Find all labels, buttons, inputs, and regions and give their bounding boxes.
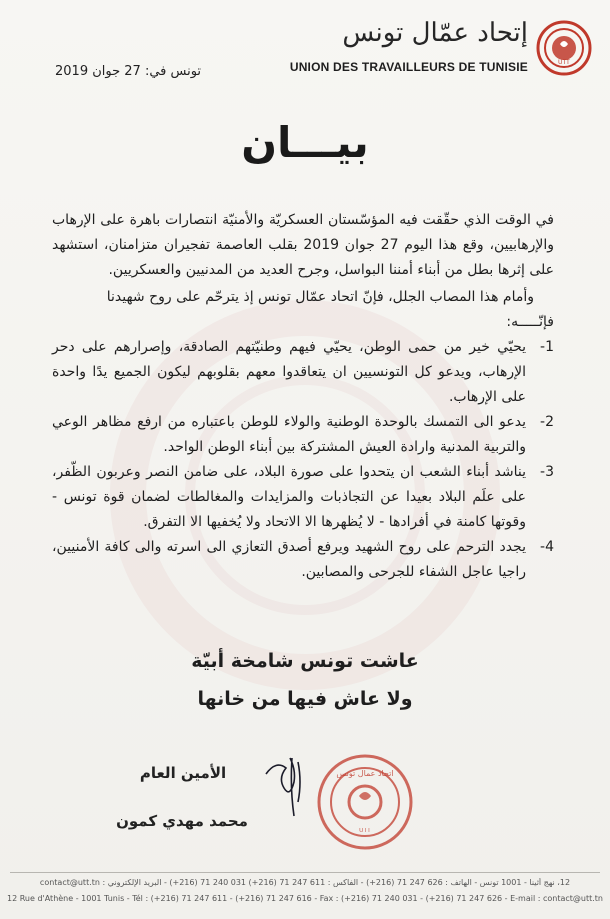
union-seal-logo — [536, 20, 592, 76]
signatory-title: الأمين العام — [139, 764, 227, 782]
signatory-name: محمد مهدي كمون — [116, 812, 248, 830]
item-text: يحيّي خير من حمى الوطن، يحيّي فيهم وطنيّتهم الصادقة، وإصرارهم على دحر الإرهاب، ويدعو كل التونسيين ان يتعاقدوا معهم بقلوبهم ليكون الجميع يدًا واحدة على الإرهاب. — [52, 339, 526, 405]
org-name-arabic: إتحاد عمّال تونس — [342, 18, 528, 48]
footer-address-arabic: 12، نهج أثينا - 1001 تونس - الهاتف : 626 247 71 (216+) - الفاكس : 611 247 71 (216+) 031 240 71 (216+) - البريد الإلكتروني : contact@utt.tn — [39, 878, 571, 887]
paragraph-2: وأمام هذا المصاب الجلل، فإنّ اتحاد عمّال تونس إذ يترحّم على روح شهيدنا — [106, 289, 534, 305]
list-item — [52, 335, 554, 410]
item-number: 3- — [540, 464, 554, 480]
footer-divider — [10, 872, 600, 873]
svg-text:UTT: UTT — [558, 60, 570, 66]
item-number: 1- — [540, 339, 554, 355]
list-item — [52, 460, 554, 535]
item-text: يجدد الترحم على روح الشهيد ويرفع أصدق التعازي الى اسرته والى كافة الأمنيين، راجيا عاجل الشفاء للجرحى والمصابين. — [52, 539, 526, 580]
stamp-text: اتحاد عمال تونس — [336, 769, 394, 778]
official-stamp — [315, 752, 415, 852]
resolutions-list — [52, 335, 554, 585]
footer-address-french: 12 Rue d'Athène - 1001 Tunis - Tél : (+216) 71 247 611 - (+216) 71 247 616 - Fax : (+216) 71 240 031 - (+216) 71 247 626 - E-mail : contact@utt.tn — [6, 894, 603, 903]
item-number: 4- — [540, 539, 554, 555]
slogan-line-1: عاشت تونس شامخة أبيّة — [191, 650, 419, 672]
item-text: يناشد أبناء الشعب ان يتحدوا على صورة البلاد، على ضامن النصر وعربون الظّفر، على علَم البلاد بعيدا عن التجاذبات والمزايدات والمغالطات لضمان قوة تونس - وقوتها كامنة في أفرادها - لا يُظهرها الا الاتحاد ولا يُخفيها الا التفرق. — [52, 464, 526, 530]
stamp-seal-text: UTT — [359, 828, 371, 834]
paragraph-1: في الوقت الذي حقّقت فيه المؤسّستان العسكريّة والأمنيّة انتصارات باهرة على الإرهاب والإرهابيين، وقع هذا اليوم 27 جوان 2019 بقلب العاصمة تفجيران متزامنان، استشهد على إثرها بطل من أبناء أمننا البواسل، وجرح العديد من المدنيين والعسكريين. — [52, 212, 555, 278]
statement-body — [52, 208, 554, 585]
org-name-french: UNION DES TRAVAILLEURS DE TUNISIE — [289, 60, 528, 74]
list-item — [52, 410, 554, 460]
slogan-line-2: ولا عاش فيها من خانها — [197, 688, 413, 710]
item-number: 2- — [540, 414, 554, 430]
document-title: بيـــان — [241, 118, 369, 167]
paragraph-2-end: فإنّـــــه: — [506, 314, 554, 330]
handwritten-signature — [258, 752, 318, 822]
item-text: يدعو الى التمسك بالوحدة الوطنية والولاء للوطن باعتباره من ارفع مظاهر الوعي والتربية المدنية وارادة العيش المشتركة بين أبناء الوطن الواحد. — [52, 414, 526, 455]
list-item — [52, 535, 554, 585]
date-line: تونس في: 27 جوان 2019 — [55, 64, 202, 79]
